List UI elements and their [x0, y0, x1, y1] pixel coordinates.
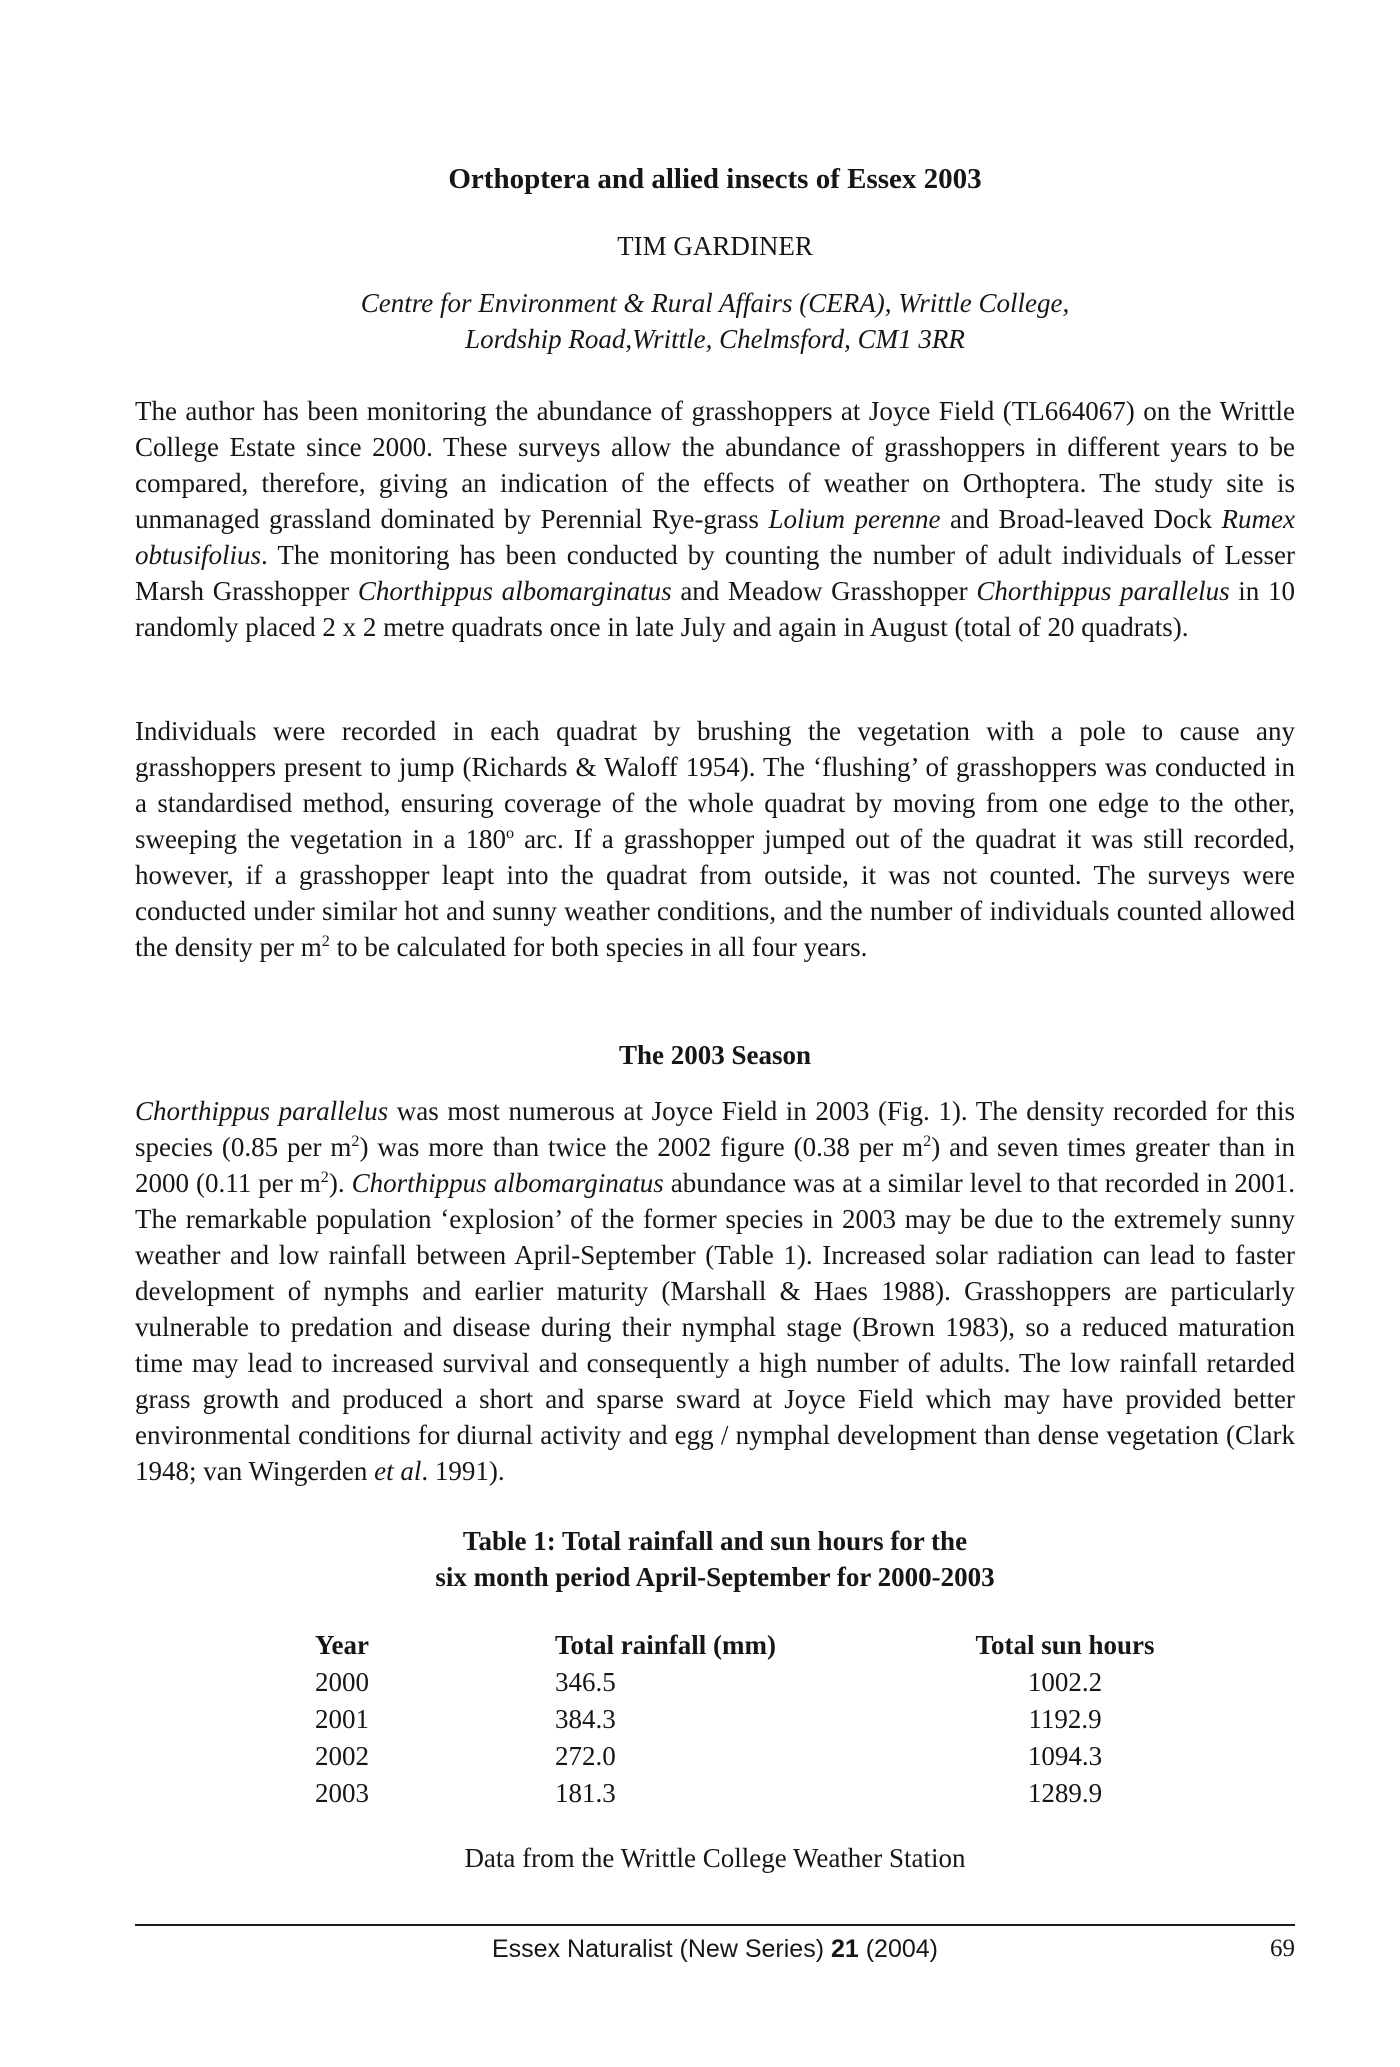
cell-rainfall: 346.5 — [555, 1667, 616, 1697]
volume-number: 21 — [830, 1935, 859, 1963]
table-header-row — [315, 1627, 1175, 1664]
cell-year: 2002 — [315, 1741, 369, 1771]
cell-year: 2000 — [315, 1667, 369, 1697]
footer-divider — [135, 1924, 1295, 1926]
table-row — [315, 1664, 1175, 1701]
cell-rainfall: 181.3 — [555, 1778, 616, 1808]
table-caption-line-1: Table 1: Total rainfall and sun hours for the — [462, 1526, 968, 1556]
cell-rainfall: 384.3 — [555, 1704, 616, 1734]
paragraph-methods: Individuals were recorded in each quadrat by brushing the vegetation with a pole to cause any grasshoppers present to jump (Richards & Waloff 1954). The ‘flushing’ of grasshoppers was conducted in a standardised method, ensuring coverage of the whole quadrat by moving from one edge to the other, sweeping the vegetation in a 180$^o$ arc. If a grasshopper jumped out of the quadrat it was still recorded, however, if a grasshopper leapt into the quadrat from outside, it was not counted. The surveys were conducted under similar hot and sunny weather conditions, and the number of individuals counted allowed the density per $m^2$ to be calculated for both species in all four years. — [135, 716, 1295, 962]
header-year: Year — [315, 1630, 369, 1660]
table-row — [315, 1738, 1175, 1775]
table-row — [315, 1775, 1175, 1812]
affiliation-line-1: Centre for Environment & Rural Affairs (CERA), Writtle College, — [360, 288, 1070, 318]
cell-sun-hours: 1289.9 — [1027, 1778, 1103, 1808]
header-rainfall: Total rainfall (mm) — [555, 1630, 776, 1660]
affiliation-line-2: Lordship Road,Writtle, Chelmsford, CM1 3RR — [465, 324, 965, 354]
cell-rainfall: 272.0 — [555, 1741, 616, 1771]
cell-year: 2001 — [315, 1704, 369, 1734]
paragraph-2003-season: Chorthippus parallelus was most numerous at Joyce Field in 2003 (Fig. 1). The density recorded for this species (0.85 per $m^2$) was more than twice the 2002 figure (0.38 per $m^2$) and seven times greater than in 2000 (0.11 per $m^2$). Chorthippus albomarginatus abundance was at a similar level to that recorded in 2001. The remarkable population ‘explosion’ of the former species in 2003 may be due to the extremely sunny weather and low rainfall between April-September (Table 1). Increased solar radiation can lead to faster development of nymphs and earlier maturity (Marshall & Haes 1988). Grasshoppers are particularly vulnerable to predation and disease during their nymphal stage (Brown 1983), so a reduced maturation time may lead to increased survival and consequently a high number of adults. The low rainfall retarded grass growth and produced a short and sparse sward at Joyce Field which may have provided better environmental conditions for diurnal activity and egg / nymphal development than dense vegetation (Clark 1948; van Wingerden et al. 1991). — [135, 1096, 1296, 1486]
cell-sun-hours: 1192.9 — [1028, 1704, 1102, 1734]
article-title: Orthoptera and allied insects of Essex 2003 — [448, 163, 982, 195]
cell-sun-hours: 1094.3 — [1027, 1741, 1103, 1771]
author-affiliation — [135, 285, 1295, 357]
header-sun-hours: Total sun hours — [975, 1630, 1155, 1660]
rainfall-sun-table — [315, 1627, 1175, 1812]
author-name: TIM GARDINER — [617, 231, 813, 261]
journal-footer: Essex Naturalist (New Series) 21 (2004) — [491, 1935, 938, 1963]
cell-year: 2003 — [315, 1778, 369, 1808]
paragraph-introduction: The author has been monitoring the abundance of grasshoppers at Joyce Field (TL664067) on the Writtle College Estate since 2000. These surveys allow the abundance of grasshoppers in different years to be compared, therefore, giving an indication of the effects of weather on Orthoptera. The study site is unmanaged grassland dominated by Perennial Rye-grass Lolium perenne and Broad-leaved Dock Rumex obtusifolius. The monitoring has been conducted by counting the number of adult individuals of Lesser Marsh Grasshopper Chorthippus albomarginatus and Meadow Grasshopper Chorthippus parallelus in 10 randomly placed 2 x 2 metre quadrats once in late July and again in August (total of 20 quadrats). — [135, 396, 1295, 642]
section-heading: The 2003 Season — [618, 1040, 812, 1070]
table-row — [315, 1701, 1175, 1738]
cell-sun-hours: 1002.2 — [1027, 1667, 1103, 1697]
table-caption — [135, 1523, 1295, 1595]
paper-page — [135, 0, 1295, 2067]
page-number: 69 — [1270, 1935, 1295, 1962]
table-caption-line-2: six month period April-September for 2000-2003 — [435, 1562, 995, 1592]
table-source-note: Data from the Writtle College Weather Station — [464, 1843, 966, 1873]
